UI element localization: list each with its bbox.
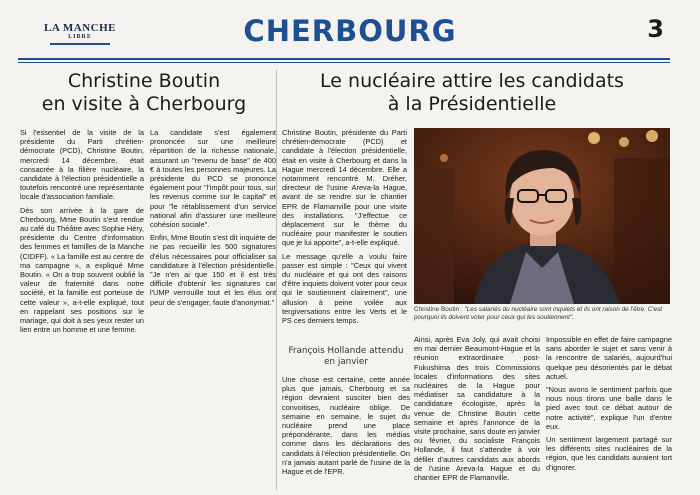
article1-column2 (150, 128, 276, 307)
article2-column2 (414, 335, 540, 482)
article2-headline-line2: à la Présidentielle (387, 93, 557, 115)
section-title: CHERBOURG (243, 14, 457, 48)
paragraph: Ainsi, après Eva Joly, qui avait choisi en mai dernier Beaumont-Hague et la réunion extraordinaire post-Fukushima des trois Commissions locales d'informations des sites nucléaires de la Hague pour médiatiser sa candidature à la candidature écologiste, après la venue de Christine Boutin cette semaine et après l'annonce de la visite prochaine, sans doute en janvier ou février, du socialiste François Hollande, il faut s'attendre à voir défiler d'autres candidats aux abords de l'usine Areva-la Hague et du chantier EPR de Flamanville. (414, 335, 540, 483)
logo-line1: LA MANCHE (43, 22, 117, 34)
paragraph: Christine Boutin, présidente du Parti chrétien-démocrate (PCD) et candidate à l'élection présidentielle, était en visite à Cherbourg et dans la Hague mercredi 14 décembre. Elle a notamment rencontré M. Dréher, directeur de l'usine Areva-la Hague, avant de se rendre sur le chantier EPR de Flamanville pour une visite des installations. "J'effectue ce déplacement sur le thème du nucléaire pour manifester le soutien que je lui apporte", a-t-elle expliqué. (282, 128, 407, 248)
article2-column1 (282, 128, 407, 325)
portrait-photo (414, 128, 670, 304)
paragraph: La candidate s'est également prononcée sur une meilleure répartition de la richesse nationale, assurant un "revenu de base" de 400 € à toutes les personnes majeures. La présidente du PCD se prononce également pour "l'impôt pour tous, sur les revenus comme sur le capital" et pour "le rétablissement d'un service national afin d'assurer une meilleure cohésion sociale". (150, 128, 276, 230)
paragraph: Le message qu'elle a voulu faire passer est simple : "Ceux qui vivent du nucléaire et qui ont des raisons d'être inquiets doivent voter pour ceux qui le soutiennent clairement", une allusion à peine voilée aux tergiversations entre les Verts et le PS ces derniers temps. (282, 251, 407, 326)
page-number: 3 (647, 15, 664, 43)
article1-headline (20, 70, 268, 116)
article-divider (276, 70, 277, 490)
photo-caption (414, 306, 670, 322)
paragraph: Enfin, Mme Boutin s'est dit inquiète de ne pas recueillir les 500 signatures d'élus nécessaires pour officialiser sa candidature à l'élection présidentielle. "Je n'en ai que 150 et il est très difficile d'obtenir les signatures car l'UMP verrouille tout et les élus ont peur de s'engager, faute d'anonymat." (150, 233, 276, 307)
subheadline-line1: François Hollande attendu (288, 346, 404, 356)
article2-column1-continued (282, 375, 410, 476)
subheadline-line2: en janvier (324, 357, 368, 367)
paragraph: Si l'essentiel de la visite de la présidente du Parti chrétien-démocrate (PCD), Christine Boutin, mercredi 14 décembre, était consacrée à la filière nucléaire, la candidate à l'élection présidentielle a toutefois rencontré une représentante locale d'association familiale. (20, 128, 144, 202)
paragraph: "Nous avons le sentiment parfois que nous nous tirons une balle dans le pied avec tout ce débat autour de notre activité", explique l'un d'entre eux. (546, 385, 672, 431)
caption-name: Christine Boutin : (414, 306, 465, 313)
logo-line2: LIBRE (68, 34, 92, 40)
article1-column1 (20, 128, 144, 334)
paragraph: Impossible en effet de faire campagne sans aborder le sujet et sans venir à la rencontre de salariés, aujourd'hui quelque peu désorientés par le débat actuel. (546, 335, 672, 381)
photo-illustration (414, 128, 670, 304)
article2-headline (282, 70, 662, 116)
caption-quote: "Les salariés du nucléaire sont inquiets et ils ont raison de l'être. C'est pourquoi ils doivent voter pour ceux qui les soutiennent". (414, 306, 663, 321)
paragraph: Dès son arrivée à la gare de Cherbourg, Mme Boutin s'est rendue au café du Théâtre avec Sophie Héry, présidente du Centre d'information des femmes et familles de la Manche (CIDFF). « La famille est au centre de ma campagne », a expliqué Mme Boutin. « On a trop souvent oublié la valeur de fraternité dans notre société, et la famille est porteuse de cette valeur », a-t-elle expliqué, tout en rappelant ses positions sur le mariage, qui doit à ses yeux rester un lien entre un homme et une femme. (20, 205, 144, 335)
article2-column3 (546, 335, 672, 472)
paragraph: Un sentiment largement partagé sur les différents sites nucléaires de la région, que les candidats auraient tort d'ignorer. (546, 435, 672, 472)
paragraph: Une chose est certaine, cette année plus que jamais, Cherbourg et sa région devraient susciter bien des convoitises, nucléaire oblige. De semaine en semaine, le sujet du nucléaire prend une place prépondérante, dans les médias comme dans les déclarations des candidats à l'élection présidentielle. On n'a jamais autant parlé de l'usine de la Hague et de l'EPR. (282, 375, 410, 477)
article1-headline-line1: Christine Boutin (67, 70, 221, 92)
header-rule (18, 58, 670, 60)
subheadline (282, 346, 410, 368)
article1-headline-line2: en visite à Cherbourg (41, 93, 247, 115)
header-rule-thin (18, 62, 670, 63)
article2-headline-line1: Le nucléaire attire les candidats (320, 70, 624, 92)
